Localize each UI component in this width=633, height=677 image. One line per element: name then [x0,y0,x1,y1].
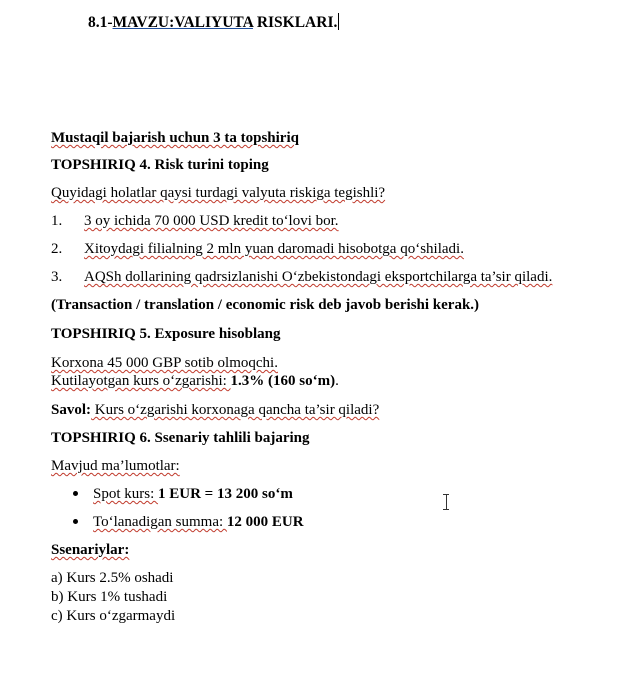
task4-item-text [84,268,552,286]
topic-prefix: 8.1- [88,14,113,31]
topic-suffix: RISKLARI. [252,14,338,31]
task5-line1 [51,354,278,372]
bullet-icon [73,491,78,496]
task6-bullet-1-value: 1 EUR = 13 200 so‘m [158,486,293,502]
task4-item-num: 2. [51,241,63,257]
topic-heading [88,13,339,32]
task5-line2 [51,372,339,390]
task6-bullet-2-value: 12 000 EUR [226,514,304,530]
task6-bullet-item [93,513,304,531]
i-beam-cursor-icon [443,494,449,510]
task4-item-1-text: 3 oy ichida 70 000 USD kredit to‘lovi bor. [84,213,339,229]
text-caret [338,13,339,30]
bullet-icon [73,519,78,524]
task6-data-label-text: Mavjud ma’lumotlar: [51,458,180,474]
task4-item-3-text: AQSh dollarining qadrsizlanishi O‘zbekistondagi eksportchilarga ta’sir qiladi. [84,269,553,285]
scenario-item [51,569,173,587]
task5-line2-end: . [335,373,339,389]
task4-item-text [84,240,464,258]
task4-item-text [84,212,339,230]
task5-line2-label: Kutilayotgan kurs o‘zgarishi: [51,373,231,389]
task5-question-label: Savol: [51,402,92,418]
task6-scenarios-title [51,541,129,559]
task5-line1-text: Korxona 45 000 GBP sotib olmoqchi. [51,355,278,371]
task6-bullet-1-label: Spot kurs: [93,486,159,502]
scenario-b-text: b) Kurs 1% tushadi [51,589,168,605]
task5-title: TOPSHIRIQ 5. Exposure hisoblang [51,326,281,342]
task4-answer-hint: (Transaction / translation / economic risk deb javob berishi kerak.) [51,297,480,313]
task6-bullet-2-label: To‘lanadigan summa: [93,514,227,530]
task4-item-num: 1. [51,213,63,229]
task6-bullet-item [93,485,293,503]
topic-main: MAVZU:VALIYUTA [112,14,253,31]
scenario-item [51,607,175,625]
task6-title: TOPSHIRIQ 6. Ssenariy tahlili bajaring [51,430,310,446]
scenario-a-text: a) Kurs 2.5% oshadi [51,570,174,586]
task6-scenarios-title-text: Ssenariylar: [51,542,130,558]
task6-data-label [51,457,180,475]
task4-question-text: Quyidagi holatlar qaysi turdagi valyuta riskiga tegishli? [51,185,386,201]
scenario-item [51,588,167,606]
scenario-c-text: c) Kurs o‘zgarmaydi [51,608,176,624]
task5-line2-value: 1.3% (160 so‘m) [230,373,336,389]
task4-title: TOPSHIRIQ 4. Risk turini toping [51,157,269,173]
independent-title [51,129,299,147]
task4-item-2-text: Xitoydagi filialning 2 mln yuan daromadi hisobotga qo‘shiladi. [84,241,464,257]
task4-question [51,184,385,202]
task4-item-num: 3. [51,269,63,285]
independent-title-text: Mustaqil bajarish uchun 3 ta topshiriq [51,130,299,146]
task5-question-text: Kurs o‘zgarishi korxonaga qancha ta’sir qiladi? [91,402,380,418]
task5-question [51,401,379,419]
